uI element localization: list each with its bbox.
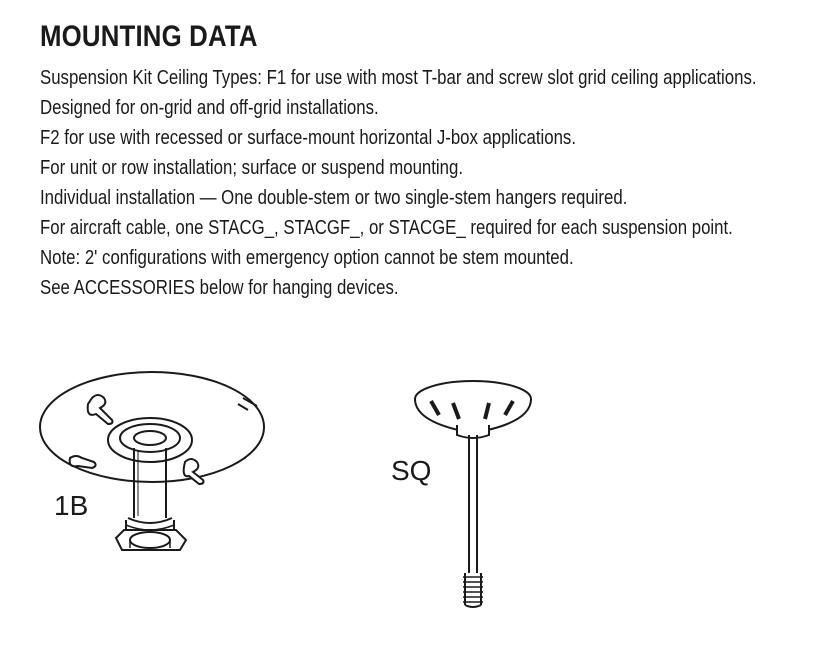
note-line: Individual installation — One double-stem or two single-stem hangers required.: [40, 187, 628, 209]
mounting-notes: [40, 63, 830, 303]
mounting-sq-illustration: [405, 375, 545, 620]
figure-label-sq: SQ: [391, 455, 432, 486]
note-line: See ACCESSORIES below for hanging devices.: [40, 277, 399, 299]
note-line: F2 for use with recessed or surface-mount horizontal J-box applications.: [40, 127, 576, 149]
note-line: For aircraft cable, one STACG_, STACGF_, or STACGE_ required for each suspension point.: [40, 217, 733, 239]
note-line: Suspension Kit Ceiling Types: F1 for use with most T-bar and screw slot grid ceiling applications. Designed for on-grid and off-grid installations.: [40, 67, 757, 119]
note-line: For unit or row installation; surface or suspend mounting.: [40, 157, 464, 179]
note-line: Note: 2' configurations with emergency option cannot be stem mounted.: [40, 247, 574, 269]
figure-label-1b: 1B: [54, 490, 89, 521]
page-title: MOUNTING DATA: [40, 20, 258, 53]
mounting-1b-illustration: [30, 370, 280, 570]
